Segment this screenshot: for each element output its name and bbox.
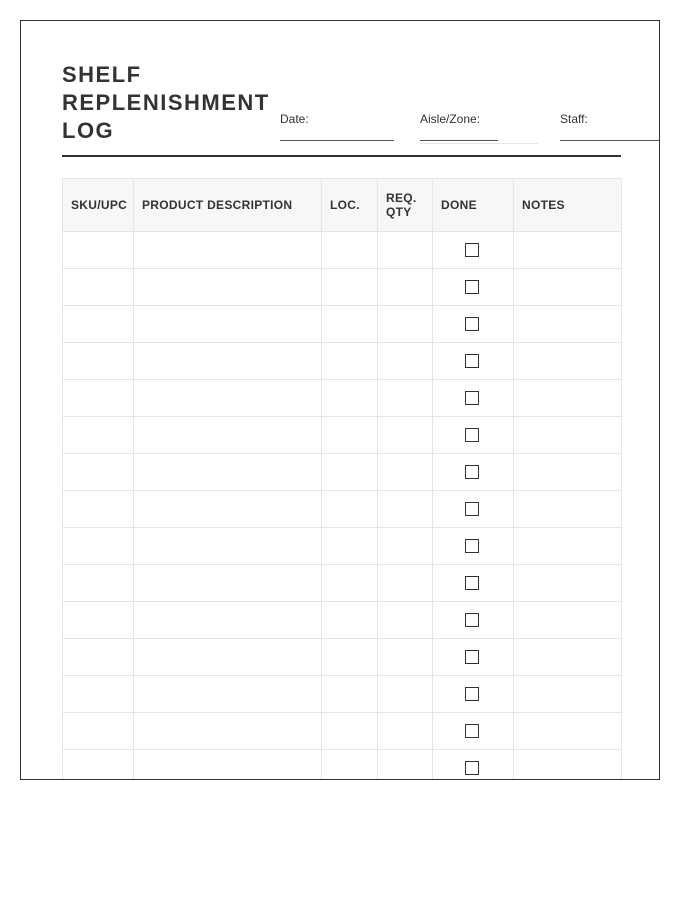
description-cell[interactable] (134, 343, 322, 380)
location-cell[interactable] (322, 306, 378, 343)
table-row (63, 343, 622, 380)
description-cell[interactable] (134, 750, 322, 781)
description-cell[interactable] (134, 417, 322, 454)
description-cell[interactable] (134, 269, 322, 306)
done-cell (433, 639, 514, 676)
done-cell (433, 343, 514, 380)
table-row (63, 528, 622, 565)
done-checkbox[interactable] (465, 650, 479, 664)
done-checkbox[interactable] (465, 613, 479, 627)
description-cell[interactable] (134, 380, 322, 417)
req-qty-cell[interactable] (378, 306, 433, 343)
req-qty-cell[interactable] (378, 565, 433, 602)
done-checkbox[interactable] (465, 280, 479, 294)
staff-underline (560, 140, 660, 141)
done-checkbox[interactable] (465, 354, 479, 368)
req-qty-cell[interactable] (378, 380, 433, 417)
table-row (63, 491, 622, 528)
done-cell (433, 454, 514, 491)
table-body (63, 232, 622, 781)
req-qty-cell[interactable] (378, 491, 433, 528)
done-cell (433, 306, 514, 343)
req-qty-cell[interactable] (378, 232, 433, 269)
description-cell[interactable] (134, 528, 322, 565)
done-cell (433, 565, 514, 602)
req-qty-line-1: REQ. (386, 191, 417, 205)
done-checkbox[interactable] (465, 687, 479, 701)
done-cell (433, 750, 514, 781)
location-cell[interactable] (322, 602, 378, 639)
sku-cell[interactable] (63, 232, 134, 269)
notes-cell[interactable] (514, 639, 622, 676)
column-header-req-qty (378, 179, 433, 232)
done-checkbox[interactable] (465, 761, 479, 775)
table-row (63, 380, 622, 417)
done-checkbox[interactable] (465, 428, 479, 442)
done-cell (433, 602, 514, 639)
done-cell (433, 528, 514, 565)
sku-cell[interactable] (63, 565, 134, 602)
location-cell[interactable] (322, 269, 378, 306)
table-row (63, 676, 622, 713)
done-checkbox[interactable] (465, 502, 479, 516)
sku-cell[interactable] (63, 713, 134, 750)
description-cell[interactable] (134, 491, 322, 528)
sku-cell[interactable] (63, 676, 134, 713)
notes-cell[interactable] (514, 565, 622, 602)
notes-cell[interactable] (514, 417, 622, 454)
location-cell[interactable] (322, 454, 378, 491)
column-header-done: DONE (433, 179, 514, 232)
title-line-2: REPLENISHMENT (62, 90, 270, 115)
location-cell[interactable] (322, 676, 378, 713)
notes-cell[interactable] (514, 528, 622, 565)
req-qty-cell[interactable] (378, 417, 433, 454)
header-divider (62, 155, 621, 157)
description-cell[interactable] (134, 565, 322, 602)
notes-cell[interactable] (514, 343, 622, 380)
sku-cell[interactable] (63, 417, 134, 454)
notes-cell[interactable] (514, 306, 622, 343)
notes-cell[interactable] (514, 380, 622, 417)
req-qty-cell[interactable] (378, 750, 433, 781)
sku-cell[interactable] (63, 380, 134, 417)
aisle-zone-underline (420, 140, 498, 141)
description-cell[interactable] (134, 454, 322, 491)
location-cell[interactable] (322, 491, 378, 528)
notes-cell[interactable] (514, 232, 622, 269)
req-qty-cell[interactable] (378, 269, 433, 306)
done-checkbox[interactable] (465, 465, 479, 479)
done-cell (433, 491, 514, 528)
req-qty-cell[interactable] (378, 602, 433, 639)
table-row (63, 454, 622, 491)
column-header-notes: NOTES (514, 179, 622, 232)
req-qty-line-2: QTY (386, 205, 412, 219)
done-cell (433, 713, 514, 750)
staff-label: Staff: (560, 112, 588, 126)
replenishment-table (62, 178, 622, 780)
column-header-sku: SKU/UPC (63, 179, 134, 232)
done-cell (433, 380, 514, 417)
req-qty-cell[interactable] (378, 676, 433, 713)
date-label: Date: (280, 112, 309, 126)
staff-field[interactable] (560, 112, 588, 126)
table-row (63, 602, 622, 639)
description-cell[interactable] (134, 639, 322, 676)
notes-cell[interactable] (514, 602, 622, 639)
title-line-1: SHELF (62, 62, 142, 87)
date-field[interactable] (280, 112, 309, 126)
done-checkbox[interactable] (465, 539, 479, 553)
req-qty-cell[interactable] (378, 343, 433, 380)
location-cell[interactable] (322, 232, 378, 269)
sku-cell[interactable] (63, 343, 134, 380)
sku-cell[interactable] (63, 528, 134, 565)
table-row (63, 306, 622, 343)
sku-cell[interactable] (63, 306, 134, 343)
location-cell[interactable] (322, 417, 378, 454)
done-cell (433, 232, 514, 269)
req-qty-cell[interactable] (378, 713, 433, 750)
column-header-location: LOC. (322, 179, 378, 232)
aisle-zone-label: Aisle/Zone: (420, 112, 481, 126)
done-checkbox[interactable] (465, 243, 479, 257)
done-checkbox[interactable] (465, 724, 479, 738)
description-cell[interactable] (134, 306, 322, 343)
done-checkbox[interactable] (465, 317, 479, 331)
done-cell (433, 676, 514, 713)
sku-cell[interactable] (63, 269, 134, 306)
notes-cell[interactable] (514, 269, 622, 306)
location-cell[interactable] (322, 565, 378, 602)
table-row (63, 417, 622, 454)
req-qty-cell[interactable] (378, 639, 433, 676)
aisle-zone-field[interactable] (420, 112, 480, 126)
notes-cell[interactable] (514, 491, 622, 528)
notes-cell[interactable] (514, 454, 622, 491)
aisle-zone-underline-ghost (420, 143, 538, 144)
req-qty-cell[interactable] (378, 454, 433, 491)
location-cell[interactable] (322, 750, 378, 781)
sku-cell[interactable] (63, 602, 134, 639)
description-cell[interactable] (134, 602, 322, 639)
location-cell[interactable] (322, 380, 378, 417)
description-cell[interactable] (134, 676, 322, 713)
done-checkbox[interactable] (465, 576, 479, 590)
table-header-row (63, 179, 622, 232)
done-checkbox[interactable] (465, 391, 479, 405)
location-cell[interactable] (322, 528, 378, 565)
table-row (63, 565, 622, 602)
done-cell (433, 417, 514, 454)
sku-cell[interactable] (63, 454, 134, 491)
location-cell[interactable] (322, 713, 378, 750)
table-row (63, 713, 622, 750)
table-row (63, 750, 622, 781)
table-row (63, 639, 622, 676)
description-cell[interactable] (134, 713, 322, 750)
date-underline (280, 140, 394, 141)
page-title (62, 61, 292, 145)
notes-cell[interactable] (514, 750, 622, 781)
location-cell[interactable] (322, 639, 378, 676)
done-cell (433, 269, 514, 306)
notes-cell[interactable] (514, 676, 622, 713)
table-row (63, 269, 622, 306)
column-header-description: PRODUCT DESCRIPTION (134, 179, 322, 232)
sku-cell[interactable] (63, 491, 134, 528)
req-qty-cell[interactable] (378, 528, 433, 565)
title-line-3: LOG (62, 118, 115, 143)
log-sheet (20, 20, 660, 780)
description-cell[interactable] (134, 232, 322, 269)
location-cell[interactable] (322, 343, 378, 380)
table-row (63, 232, 622, 269)
sku-cell[interactable] (63, 750, 134, 781)
sku-cell[interactable] (63, 639, 134, 676)
notes-cell[interactable] (514, 713, 622, 750)
